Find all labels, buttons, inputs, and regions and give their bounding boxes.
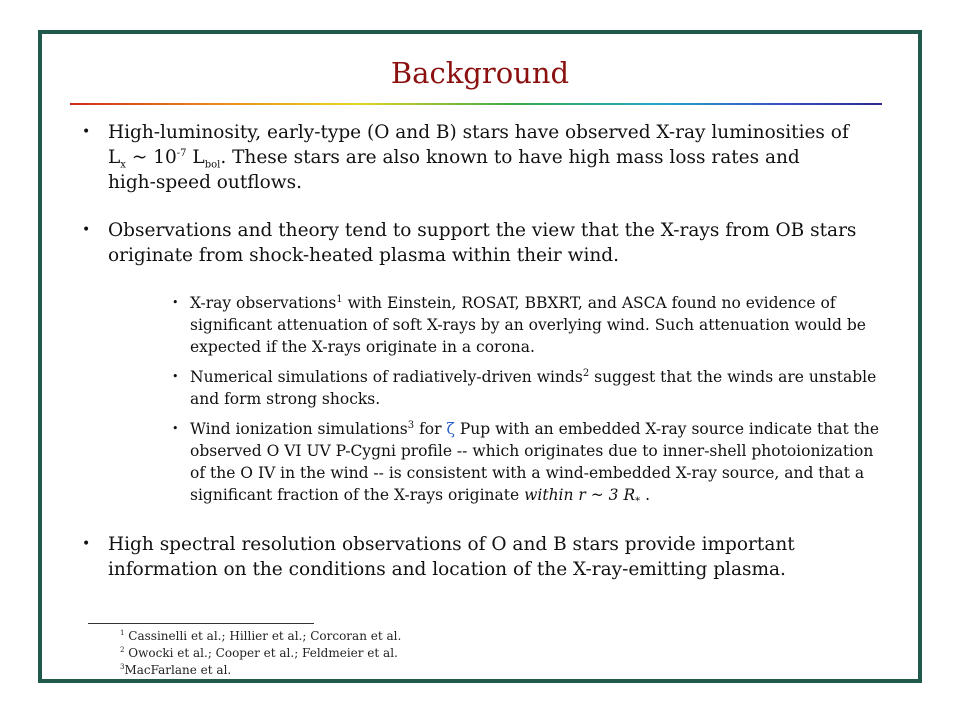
approx-value: ~ 10 [131, 147, 177, 168]
bullet-text [108, 120, 878, 195]
footnote-number: 2 [120, 646, 125, 654]
slide-title: Background [390, 56, 570, 90]
sub-bullet-1-pre: X-ray observations [190, 294, 337, 312]
bullet-dot: • [82, 536, 91, 552]
footnote-3 [120, 662, 231, 678]
sub-bullet-dot: • [172, 296, 179, 309]
bullet-1-line-1: High-luminosity, early-type (O and B) stars have observed X-ray luminosities of [108, 122, 849, 143]
footnote-1 [120, 628, 401, 644]
zeta-symbol: ζ [446, 420, 455, 438]
sub-bullet-text [190, 292, 890, 358]
footnote-text: Cassinelli et al.; Hillier et al.; Corcoran et al. [128, 629, 402, 643]
bullet-text: Observations and theory tend to support the view that the X-rays from OB stars originate from shock-heated plasma within their wind. [108, 220, 857, 266]
footnote-2 [120, 645, 398, 661]
lbol-subscript: bol [204, 159, 221, 171]
exponent: -7 [176, 147, 187, 159]
lx-subscript: x [120, 159, 126, 171]
radius-star-subscript: * [635, 496, 641, 508]
sub-bullet-2-post: suggest that the winds are unstable and form strong shocks. [190, 368, 877, 408]
lx-symbol: L [108, 147, 121, 168]
footnote-ref-3: 3 [407, 419, 415, 431]
sub-bullet-3-post: Pup with an embedded X-ray source indicate that the observed O VI UV P-Cygni profile -- which originates due to inner-shell photoionization of the O IV in the wind -- is consistent with a wind-embedded X-ray source, and that a significant fraction of the X-rays originate [190, 420, 879, 504]
sub-bullet-3-end: . [640, 486, 650, 504]
title-underline-gradient [70, 103, 882, 105]
footnote-ref-2: 2 [582, 367, 590, 379]
sub-bullet-text [190, 418, 890, 506]
footnote-text: MacFarlane et al. [124, 663, 232, 677]
footnote-number: 3 [120, 663, 125, 671]
sub-bullet-3-mid: for [414, 420, 447, 438]
bullet-1-line-3: high-speed outflows. [108, 172, 302, 193]
footnote-ref-1: 1 [336, 293, 343, 305]
bullet-dot: • [82, 222, 91, 238]
bullet-dot: • [82, 124, 91, 140]
lbol-symbol: L [192, 147, 205, 168]
sub-bullet-1-post: with Einstein, ROSAT, BBXRT, and ASCA found no evidence of significant attenuation of soft X-rays by an overlying wind. Such attenuation would be expected if the X-rays originate in a corona. [190, 294, 866, 356]
bullet-1-line-2-rest: . These stars are also known to have high mass loss rates and [220, 147, 800, 168]
footnote-text: Owocki et al.; Cooper et al.; Feldmeier et al. [128, 646, 398, 660]
sub-bullet-dot: • [172, 422, 179, 435]
radius-expression: within r ~ 3 R [524, 486, 636, 504]
sub-bullet-2-pre: Numerical simulations of radiatively-driven winds [190, 368, 583, 386]
sub-bullet-text [190, 366, 890, 410]
sub-bullet-3-pre: Wind ionization simulations [190, 420, 408, 438]
footnote-divider [88, 623, 314, 624]
footnote-number: 1 [120, 629, 125, 637]
sub-bullet-dot: • [172, 370, 179, 383]
bullet-text: High spectral resolution observations of O and B stars provide important information on the conditions and location of the X-ray-emitting plasma. [108, 534, 795, 580]
